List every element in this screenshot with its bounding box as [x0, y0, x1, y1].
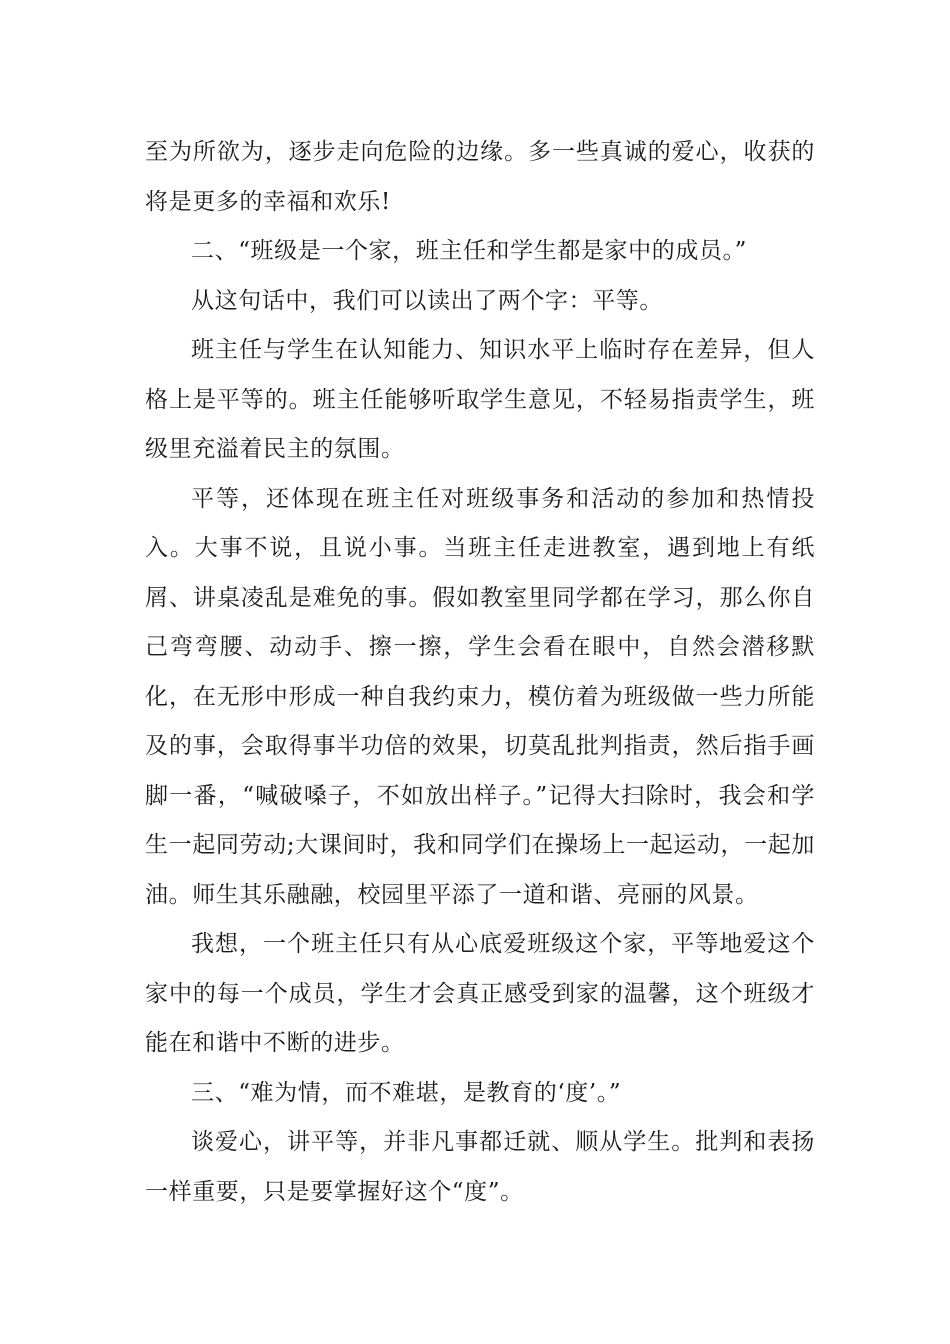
section-heading-three: 三、“难为情，而不难堪，是教育的‘度’。” [191, 1079, 622, 1106]
paragraph-continuation: 至为所欲为，逐步走向危险的边缘。多一些真诚的爱心，收获的将是更多的幸福和欢乐! [145, 139, 815, 215]
section-heading-two: 二、“班级是一个家，班主任和学生都是家中的成员。” [191, 238, 748, 264]
document-body [145, 128, 815, 1217]
paragraph: 我想，一个班主任只有从心底爱班级这个家，平等地爱这个家中的每一个成员，学生才会真正感受到家的温馨，这个班级才能在和谐中不断的进步。 [145, 931, 815, 1056]
paragraph: 谈爱心，讲平等，并非凡事都迁就、顺从学生。批判和表扬一样重要，只是要掌握好这个“度”。 [145, 1129, 815, 1205]
paragraph: 从这句话中，我们可以读出了两个字：平等。 [191, 287, 663, 314]
paragraph: 平等，还体现在班主任对班级事务和活动的参加和热情投入。大事不说，且说小事。当班主任走进教室，遇到地上有纸屑、讲桌凌乱是难免的事。假如教室里同学都在学习，那么你自己弯弯腰、动动手、擦一擦，学生会看在眼中，自然会潜移默化，在无形中形成一种自我约束力，模仿着为班级做一些力所能及的事，会取得事半功倍的效果，切莫乱批判指责，然后指手画脚一番，“喊破嗓子，不如放出样子。”记得大扫除时，我会和学生一起同劳动;大课间时，我和同学们在操场上一起运动，一起加油。师生其乐融融，校园里平添了一道和谐、亮丽的风景。 [145, 485, 815, 908]
paragraph: 班主任与学生在认知能力、知识水平上临时存在差异，但人格上是平等的。班主任能够听取学生意见，不轻易指责学生，班级里充溢着民主的氛围。 [145, 337, 815, 462]
